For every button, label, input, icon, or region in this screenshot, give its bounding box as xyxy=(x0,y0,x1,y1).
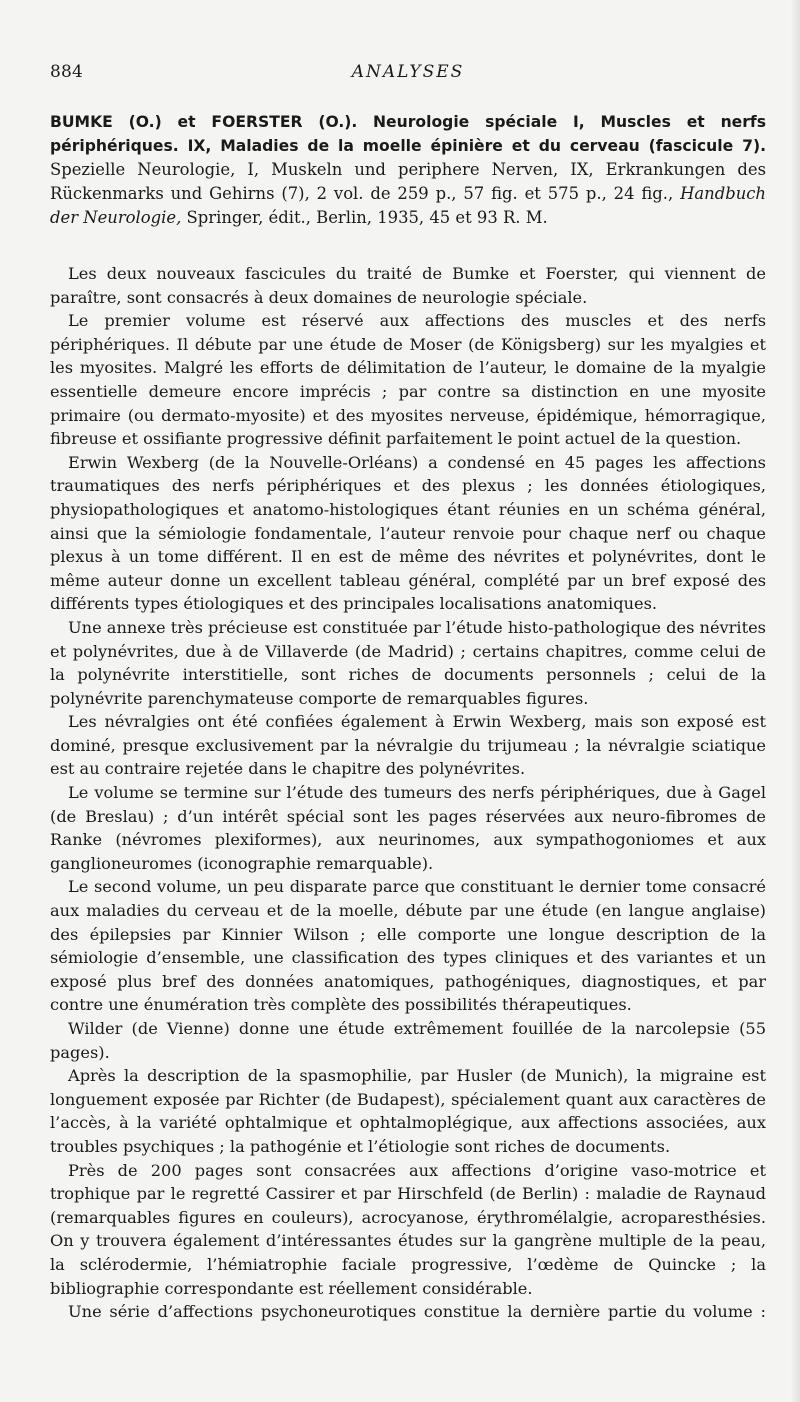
paragraph: Les deux nouveaux fascicules du traité de Bumke et Foerster, qui viennent de paraître, sont consacrés à deux domaines de neurologie spéciale. xyxy=(50,264,766,307)
page-edge-shadow xyxy=(790,0,800,1402)
paragraph: Une annexe très précieuse est constituée par l’étude histo-pathologique des névrites et polynévrites, due à de Villaverde (de Madrid) ; certains chapitres, comme celui de la polynévrite interstitielle, sont riches de documents personnels ; celui de la polynévrite parenchymateuse comporte de remarquables figures. xyxy=(50,617,766,708)
paragraph: Les névralgies ont été confiées également à Erwin Wexberg, mais son exposé est dominé, presque exclusivement par la névralgie du trijumeau ; la névralgie sciatique est au contraire rejetée dans le chapitre des polynévrites. xyxy=(50,712,766,779)
review-body xyxy=(50,262,766,1324)
paragraph: Le volume se termine sur l’étude des tumeurs des nerfs périphériques, due à Gagel (de Breslau) ; d’un intérêt spécial sont les pages réservées aux neuro-fibromes de Ranke (névromes plexiformes), aux neurinomes, aux sympathogoniomes et aux ganglioneuromes (iconographie remarquable). xyxy=(50,783,766,873)
page-header xyxy=(50,62,766,88)
citation-title-french: Neurologie spéciale I, Muscles et nerfs périphériques. IX, Maladies de la moelle épinière et du cerveau (fascicule 7). xyxy=(50,113,766,155)
running-head: ANALYSES xyxy=(351,62,465,82)
citation-title-german: Spezielle Neurologie, I, Muskeln und periphere Nerven, IX, Erkrankungen des Rückenmarks und Gehirns (7), 2 vol. de 259 p., 57 fig. et 575 p., 24 fig., xyxy=(50,160,766,203)
paragraph: Une série d’affections psychoneurotiques constitue la dernière partie du volume : xyxy=(68,1302,766,1322)
bibliographic-citation xyxy=(50,110,766,230)
citation-publisher: Springer, édit., Berlin, 1935, 45 et 93 R. M. xyxy=(186,208,548,227)
article xyxy=(50,110,766,1324)
paragraph: Près de 200 pages sont consacrées aux affections d’origine vaso-motrice et trophique par le regretté Cassirer et par Hirschfeld (de Berlin) : maladie de Raynaud (remarquables figures en couleurs), acrocyanose, érythromélalgie, acroparesthésies. On y trouvera également d’intéressantes études sur la gangrène multiple de la peau, la sclérodermie, l’hémiatrophie faciale progressive, l’œdème de Quincke ; la bibliographie correspondante est réellement considérable. xyxy=(50,1160,766,1298)
paragraph: Wilder (de Vienne) donne une étude extrêmement fouillée de la narcolepsie (55 pages). xyxy=(50,1019,766,1062)
citation-authors: BUMKE (O.) et FOERSTER (O.). xyxy=(50,113,358,131)
paragraph: Le second volume, un peu disparate parce que constituant le dernier tome consacré aux maladies du cerveau et de la moelle, débute par une étude (en langue anglaise) des épilepsies par Kinnier Wilson ; elle comporte une longue description de la sémiologie d’ensemble, une classification des types cliniques et des variantes et un exposé plus bref des données anatomiques, pathogéniques, diagnostiques, et par contre une énumération très complète des possibilités thérapeutiques. xyxy=(50,877,766,1015)
citation-series: Handbuch der Neurologie, xyxy=(50,184,766,227)
paragraph: Erwin Wexberg (de la Nouvelle-Orléans) a condensé en 45 pages les affections traumatiques des nerfs périphériques et des plexus ; les données étiologiques, physiopathologiques et anatomo-histologiques étant réunies en un schéma général, ainsi que la sémiologie fondamentale, l’auteur renvoie pour chaque nerf ou chaque plexus à un tome différent. Il en est de même des névrites et polynévrites, dont le même auteur donne un excellent tableau général, complété par un bref exposé des différents types étiologiques et des principales localisations anatomiques. xyxy=(50,452,766,614)
paragraph: Le premier volume est réservé aux affections des muscles et des nerfs périphériques. Il débute par une étude de Moser (de Königsberg) sur les myalgies et les myosites. Malgré les efforts de délimitation de l’auteur, le domaine de la myalgie essentielle demeure encore imprécis ; par contre sa distinction en une myosite primaire (ou dermato-myosite) et des myosites nerveuse, épidémique, hémorragique, fibreuse et ossifiante progressive définit parfaitement le point actuel de la question. xyxy=(50,311,766,449)
page-number: 884 xyxy=(50,62,84,82)
paragraph: Après la description de la spasmophilie, par Husler (de Munich), la migraine est longuement exposée par Richter (de Budapest), spécialement quant aux caractères de l’accès, à la variété ophtalmique et ophtalmoplégique, aux affections associées, aux troubles psychiques ; la pathogénie et l’étiologie sont riches de documents. xyxy=(50,1066,766,1156)
